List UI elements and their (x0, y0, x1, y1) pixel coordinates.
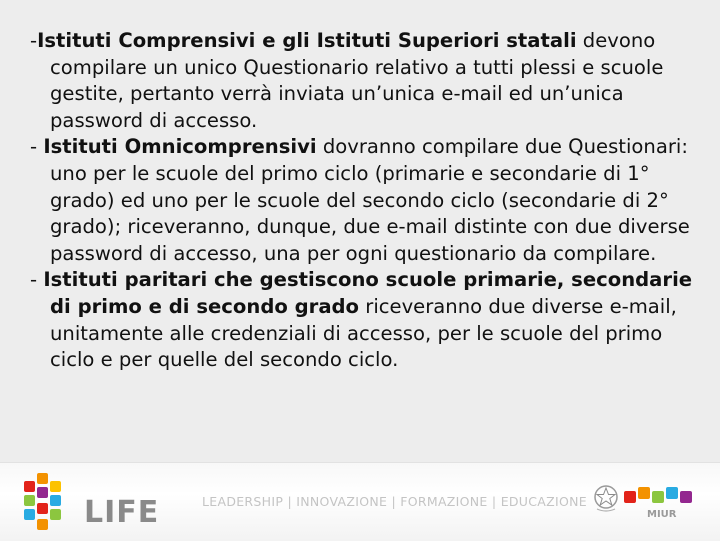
paragraph-text: dovranno compilare due Questionari: uno per le scuole del primo ciclo (primarie e secondarie di 1° grado) ed uno per le scuole del secondo ciclo (secondarie di 2° grado); riceveranno, dunque, due e-mail distinte con due diverse password di accesso, una per ogni questionario da compilare. (50, 135, 690, 265)
bullet-dash: - (30, 29, 38, 52)
life-word: LIFE (84, 495, 160, 530)
bold-lead: Istituti Comprensivi e gli Istituti Superiori statali (37, 29, 577, 52)
italian-emblem-icon (592, 483, 620, 513)
paragraph-istituti-omnicomprensivi (30, 134, 700, 267)
miur-logo (624, 483, 694, 523)
slide-body (30, 28, 700, 374)
life-logo (24, 473, 164, 535)
paragraph-text: devono compilare un unico Questionario relativo a tutti plessi e scuole gestite, pertanto verrà inviata un’unica e-mail ed un’unica password di accesso. (50, 29, 664, 132)
bullet-dash: - (30, 268, 44, 292)
bullet-dash: - (30, 135, 44, 159)
colored-cubes-icon (24, 473, 62, 533)
paragraph-istituti-comprensivi (30, 28, 700, 134)
miur-letters: MIUR (647, 509, 677, 520)
bold-lead: Istituti Omnicomprensivi (43, 135, 317, 159)
paragraph-istituti-paritari (30, 267, 700, 373)
paragraph-text: riceveranno due diverse e-mail, unitamente alle credenziali di accesso, per le scuole del primo ciclo e per quelle del secondo ciclo. (50, 294, 677, 372)
footer-tagline: LEADERSHIP | INNOVAZIONE | FORMAZIONE | EDUCAZIONE (202, 494, 587, 509)
bold-lead: Istituti paritari che gestiscono scuole primarie, secondarie di primo e di secondo grado (43, 268, 693, 318)
